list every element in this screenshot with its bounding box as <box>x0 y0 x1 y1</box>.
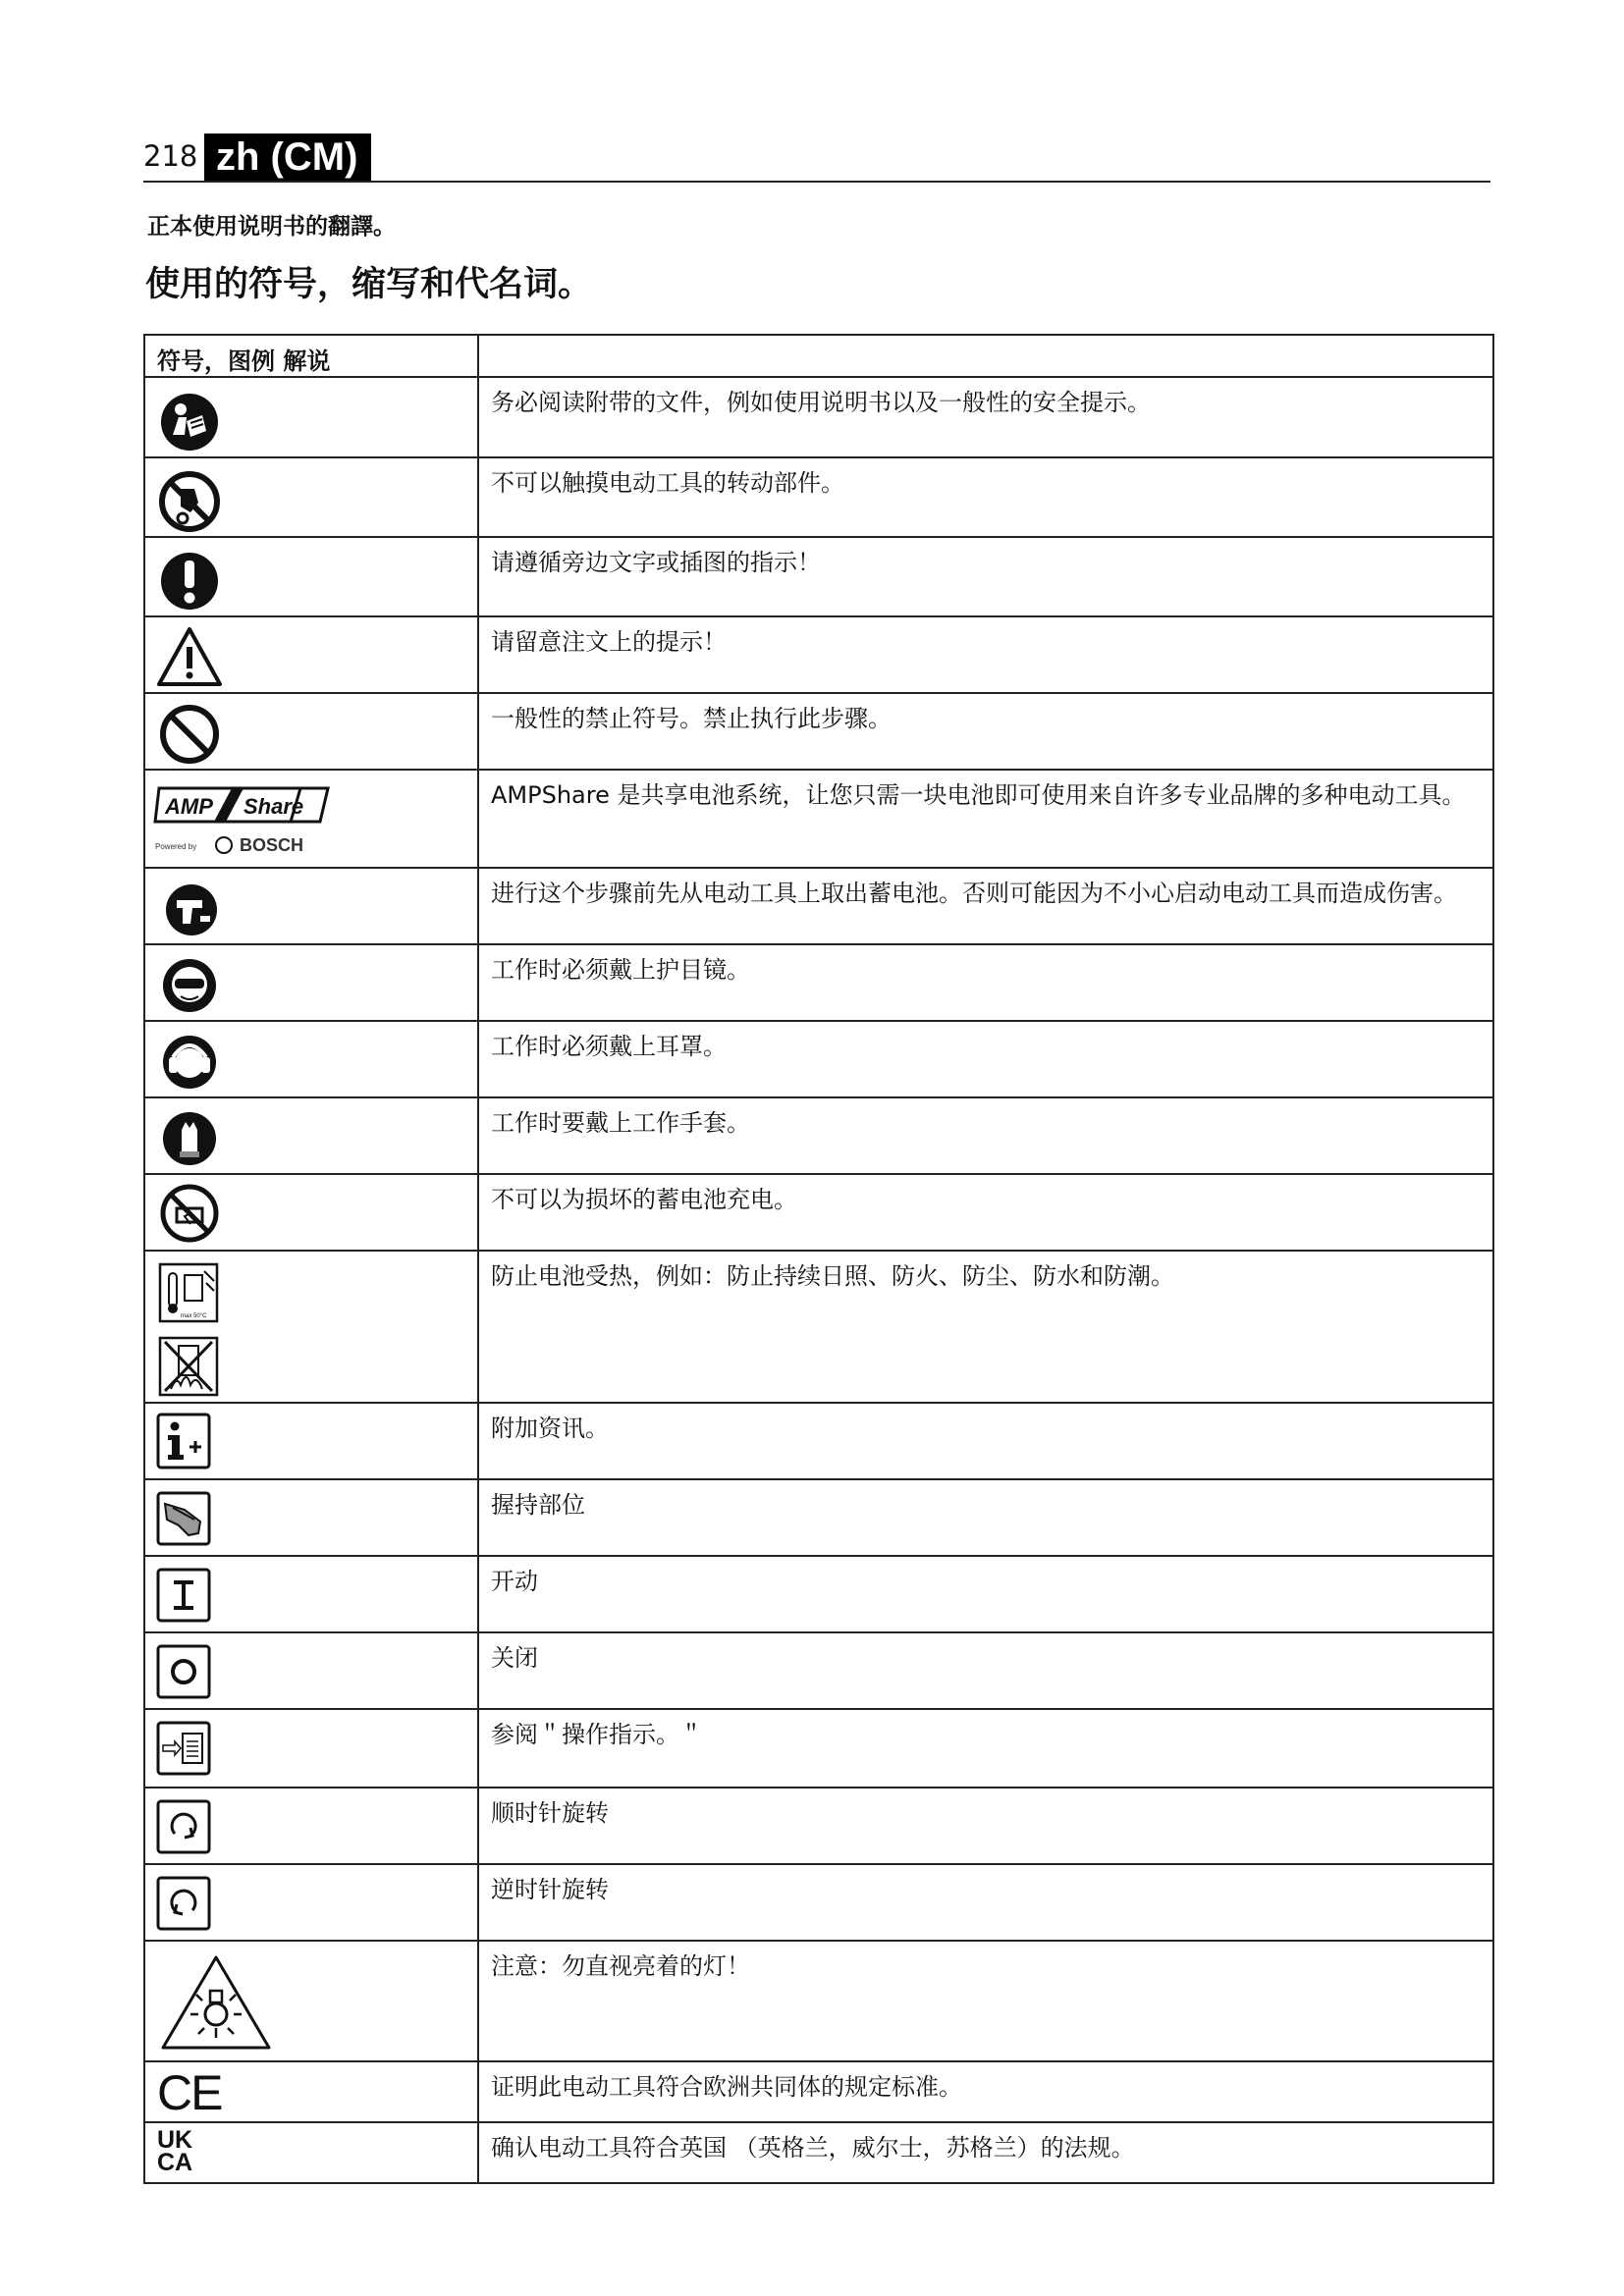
icon-cell <box>144 1709 478 1788</box>
description-cell: 证明此电动工具符合欧洲共同体的规定标准。 <box>478 2061 1493 2122</box>
description-cell: 附加资讯。 <box>478 1403 1493 1479</box>
svg-text:BOSCH: BOSCH <box>240 835 304 855</box>
table-row <box>144 1479 1493 1556</box>
table-row <box>144 2061 1493 2122</box>
icon-cell <box>144 377 478 457</box>
table-header-row <box>144 335 1493 377</box>
description-cell: 进行这个步骤前先从电动工具上取出蓄电池。否则可能因为不小心启动电动工具而造成伤害。 <box>478 868 1493 944</box>
header-cell-symbol: 符号，图例 解说 <box>144 335 478 377</box>
header-rule <box>143 181 1490 183</box>
icon-cell <box>144 1864 478 1941</box>
icon-cell <box>144 868 478 944</box>
refer-to-instructions-icon <box>155 1720 214 1779</box>
table-row <box>144 1941 1493 2061</box>
description-cell: 一般性的禁止符号。禁止执行此步骤。 <box>478 693 1493 770</box>
icon-cell <box>144 1479 478 1556</box>
table-row <box>144 537 1493 616</box>
table-row <box>144 1251 1493 1403</box>
remove-battery-icon <box>157 873 226 941</box>
icon-cell <box>144 693 478 770</box>
warning-triangle-icon <box>155 623 224 692</box>
no-charge-damaged-battery-icon <box>155 1179 224 1248</box>
table-row <box>144 1021 1493 1097</box>
translation-note: 正本使用说明书的翻譯。 <box>147 214 396 240</box>
icon-cell <box>144 1021 478 1097</box>
wear-ear-protection-icon <box>155 1028 224 1096</box>
icon-cell <box>144 1097 478 1174</box>
description-cell: 工作时要戴上工作手套。 <box>478 1097 1493 1174</box>
page-number: 218 <box>143 139 198 173</box>
description-cell: 注意：勿直视亮着的灯！ <box>478 1941 1493 2061</box>
ukca-mark-icon <box>157 2126 477 2176</box>
description-cell: 不可以触摸电动工具的转动部件。 <box>478 457 1493 537</box>
icon-cell <box>144 944 478 1021</box>
svg-text:AMP: AMP <box>165 794 213 819</box>
icon-cell <box>144 2122 478 2183</box>
description-cell: 关闭 <box>478 1632 1493 1709</box>
mandatory-exclamation-icon <box>155 547 224 615</box>
table-row <box>144 944 1493 1021</box>
table-row <box>144 1174 1493 1251</box>
table-row <box>144 1632 1493 1709</box>
clockwise-rotation-icon <box>155 1798 214 1857</box>
symbols-table <box>143 334 1494 2184</box>
icon-cell <box>144 1788 478 1864</box>
counterclockwise-rotation-icon <box>155 1875 214 1934</box>
icon-cell <box>144 457 478 537</box>
icon-cell <box>144 1941 478 2061</box>
description-cell: 开动 <box>478 1556 1493 1632</box>
icon-cell <box>144 770 478 868</box>
icon-cell <box>144 1403 478 1479</box>
additional-info-icon <box>155 1412 214 1472</box>
table-row <box>144 770 1493 868</box>
table-row <box>144 1403 1493 1479</box>
description-cell: 逆时针旋转 <box>478 1864 1493 1941</box>
table-row <box>144 377 1493 457</box>
icon-cell <box>144 1556 478 1632</box>
header-cell-blank <box>478 335 1493 377</box>
description-cell: 顺时针旋转 <box>478 1788 1493 1864</box>
svg-text:max 50°C: max 50°C <box>181 1313 207 1319</box>
language-badge: zh (CM) <box>204 133 371 181</box>
table-row <box>144 1709 1493 1788</box>
description-cell: 务必阅读附带的文件，例如使用说明书以及一般性的安全提示。 <box>478 377 1493 457</box>
icon-cell <box>144 1251 478 1403</box>
description-cell: 工作时必须戴上护目镜。 <box>478 944 1493 1021</box>
description-cell: 不可以为损坏的蓄电池充电。 <box>478 1174 1493 1251</box>
table-row <box>144 616 1493 693</box>
light-warning-icon <box>159 1953 273 2052</box>
description-cell: 确认电动工具符合英国 （英格兰，威尔士，苏格兰）的法规。 <box>478 2122 1493 2183</box>
battery-heat-protection-icon <box>157 1261 226 1399</box>
table-row <box>144 1556 1493 1632</box>
page-title: 使用的符号，缩写和代名词。 <box>145 265 593 304</box>
table-row <box>144 868 1493 944</box>
table-row <box>144 457 1493 537</box>
page-header <box>143 133 1490 183</box>
table-row <box>144 2122 1493 2183</box>
description-cell: 请遵循旁边文字或插图的指示！ <box>478 537 1493 616</box>
description-cell: 工作时必须戴上耳罩。 <box>478 1021 1493 1097</box>
icon-cell <box>144 537 478 616</box>
grip-area-icon <box>155 1490 214 1549</box>
table-row <box>144 1864 1493 1941</box>
table-row <box>144 1097 1493 1174</box>
read-manual-icon <box>155 388 224 456</box>
icon-cell <box>144 2061 478 2122</box>
description-cell: 参阅＂操作指示。＂ <box>478 1709 1493 1788</box>
ce-mark-icon: CE <box>157 2065 222 2120</box>
prohibition-icon <box>155 700 224 769</box>
wear-gloves-icon <box>155 1104 224 1173</box>
icon-cell <box>144 1174 478 1251</box>
no-touch-rotating-parts-icon <box>155 467 224 536</box>
wear-goggles-icon <box>155 951 224 1020</box>
icon-cell <box>144 616 478 693</box>
ukca-line-ca: CA <box>157 2149 193 2176</box>
table-row <box>144 693 1493 770</box>
description-cell: 防止电池受热，例如：防止持续日照、防火、防尘、防水和防潮。 <box>478 1251 1493 1403</box>
svg-text:Share: Share <box>244 794 304 819</box>
description-cell: 握持部位 <box>478 1479 1493 1556</box>
description-cell: 请留意注文上的提示！ <box>478 616 1493 693</box>
description-cell: AMPShare 是共享电池系统，让您只需一块电池即可使用来自许多专业品牌的多种电动工具。 <box>478 770 1493 868</box>
ampshare-logo-icon <box>153 778 350 861</box>
switch-on-icon <box>155 1567 214 1626</box>
icon-cell <box>144 1632 478 1709</box>
ukca-line-uk: UK <box>157 2126 193 2154</box>
table-row <box>144 1788 1493 1864</box>
svg-text:Powered by: Powered by <box>155 842 197 851</box>
switch-off-icon <box>155 1643 214 1702</box>
